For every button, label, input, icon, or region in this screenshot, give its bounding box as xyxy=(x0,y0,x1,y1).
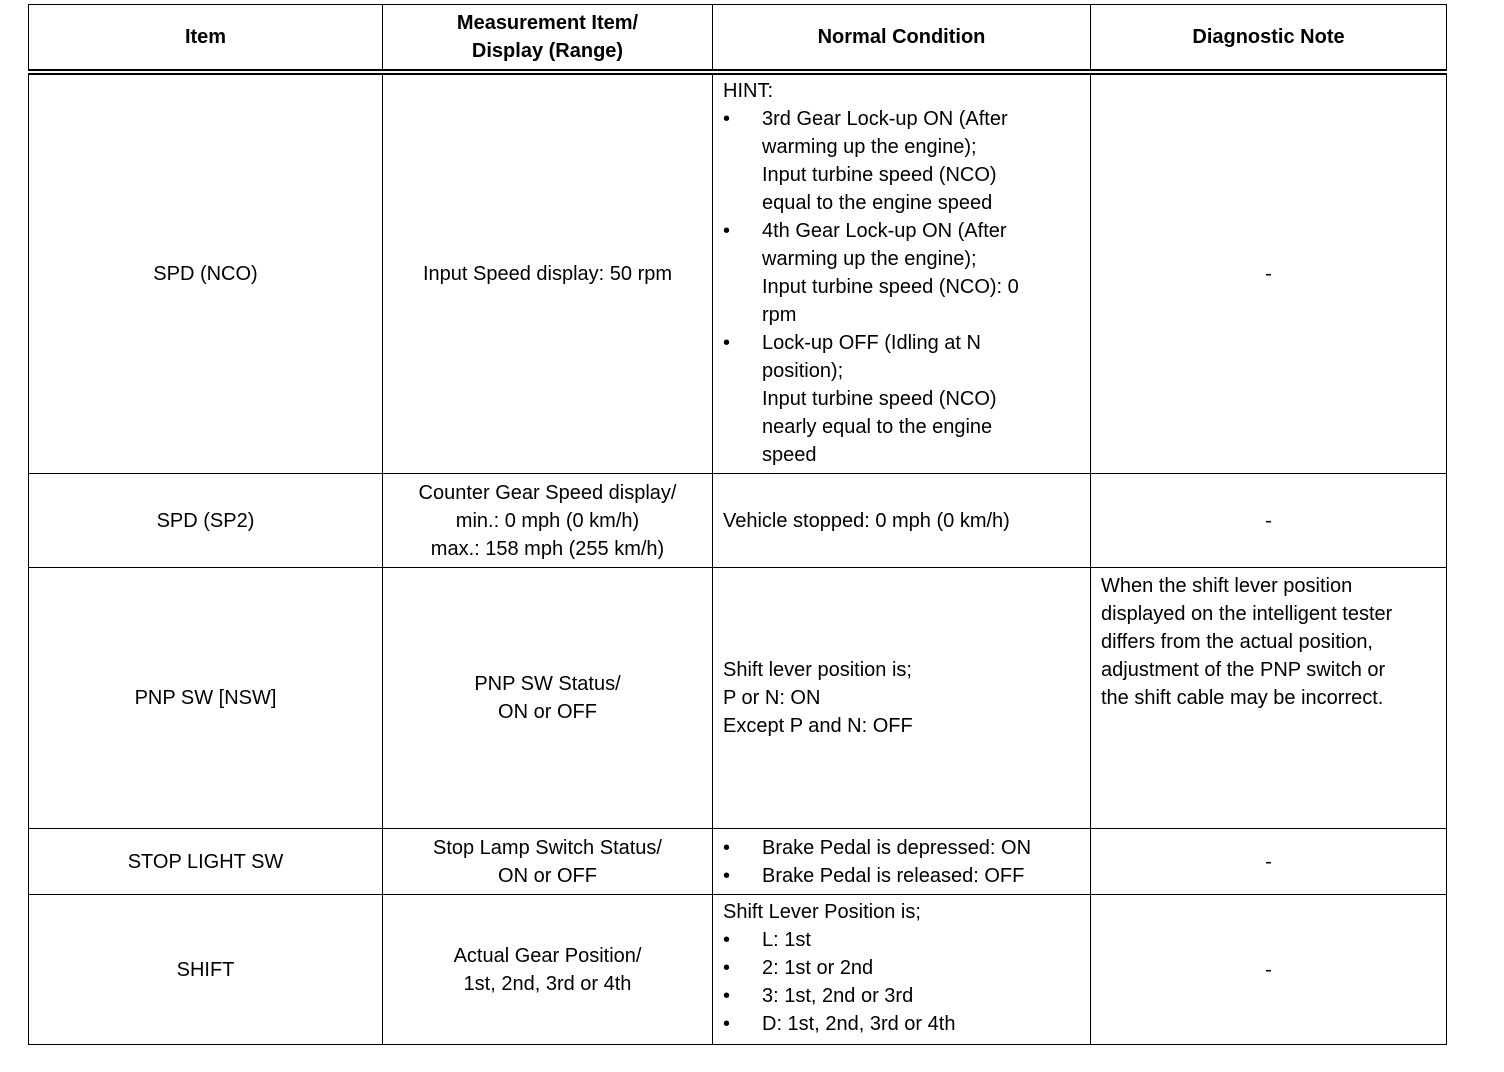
normal-line: Vehicle stopped: 0 mph (0 km/h) xyxy=(723,509,1010,532)
note-line: When the shift lever position xyxy=(1101,575,1353,597)
bullet-item xyxy=(723,926,1080,954)
row-measurement-cell xyxy=(383,895,713,1045)
table-row xyxy=(29,72,1447,474)
bullet-line: • 3rd Gear Lock-up ON (After xyxy=(762,108,1008,130)
bullet-item xyxy=(723,329,1080,469)
bullet-item xyxy=(723,834,1080,862)
bullet-line: Input turbine speed (NCO): 0 xyxy=(762,276,1019,298)
measurement-line: PNP SW Status/ xyxy=(474,673,621,695)
data-list-table xyxy=(28,4,1447,1045)
bullet-line: Input turbine speed (NCO) xyxy=(762,164,997,186)
table-row xyxy=(29,895,1447,1045)
row-measurement-cell xyxy=(383,568,713,829)
bullet-item xyxy=(723,1010,1080,1038)
measurement-line: Stop Lamp Switch Status/ xyxy=(432,836,662,859)
row-measurement-cell xyxy=(383,474,713,568)
row-note-cell xyxy=(1091,568,1447,829)
bullet-line: position); xyxy=(762,360,844,382)
bullet-line: warming up the engine); xyxy=(762,136,977,158)
row-normal-cell xyxy=(713,568,1091,829)
row-note-cell: - xyxy=(1091,72,1447,474)
bullet-item xyxy=(723,982,1080,1010)
row-item-cell: SPD (NCO) xyxy=(29,72,383,474)
bullet-line: • 3: 1st, 2nd or 3rd xyxy=(762,985,914,1007)
bullet-line: • Lock-up OFF (Idling at N xyxy=(762,332,981,354)
header-measurement xyxy=(383,5,713,73)
normal-bullet-list xyxy=(723,926,1080,1038)
measurement-line: min.: 0 mph (0 km/h) xyxy=(455,509,640,532)
bullet-line: speed xyxy=(762,444,817,466)
measurement-line: Counter Gear Speed display/ xyxy=(418,481,677,504)
row-item-cell: SPD (SP2) xyxy=(29,474,383,568)
header-measurement-line1: Measurement Item/ xyxy=(456,12,639,34)
measurement-line: Input Speed display: 50 rpm xyxy=(422,263,673,285)
row-item-cell: SHIFT xyxy=(29,895,383,1045)
row-item-cell: STOP LIGHT SW xyxy=(29,829,383,895)
normal-intro: Shift Lever Position is; xyxy=(723,901,921,923)
normal-bullet-list xyxy=(723,834,1080,890)
normal-intro: HINT: xyxy=(723,80,773,102)
row-normal-cell xyxy=(713,829,1091,895)
row-measurement-cell xyxy=(383,72,713,474)
bullet-item xyxy=(723,954,1080,982)
header-diagnostic-note: Diagnostic Note xyxy=(1091,5,1447,73)
note-line: displayed on the intelligent tester xyxy=(1101,603,1393,625)
note-line: adjustment of the PNP switch or xyxy=(1101,659,1386,681)
table-row xyxy=(29,474,1447,568)
measurement-line: ON or OFF xyxy=(498,864,597,887)
header-normal-condition: Normal Condition xyxy=(713,5,1091,73)
bullet-line: • Brake Pedal is depressed: ON xyxy=(762,836,1032,859)
bullet-item xyxy=(723,217,1080,329)
bullet-line: rpm xyxy=(762,304,797,326)
bullet-item xyxy=(723,862,1080,890)
bullet-line: nearly equal to the engine xyxy=(762,416,993,438)
header-item: Item xyxy=(29,5,383,73)
bullet-line: • 4th Gear Lock-up ON (After xyxy=(762,220,1007,242)
bullet-item xyxy=(723,105,1080,217)
row-note-cell: - xyxy=(1091,829,1447,895)
note-line: the shift cable may be incorrect. xyxy=(1101,687,1384,709)
bullet-line: equal to the engine speed xyxy=(762,192,993,214)
bullet-line: • D: 1st, 2nd, 3rd or 4th xyxy=(762,1013,956,1035)
row-normal-cell xyxy=(713,895,1091,1045)
normal-line: P or N: ON xyxy=(723,687,821,709)
bullet-line: warming up the engine); xyxy=(762,248,977,270)
row-measurement-cell xyxy=(383,829,713,895)
table-header-row xyxy=(29,5,1447,73)
table-row xyxy=(29,568,1447,829)
normal-line: Shift lever position is; xyxy=(723,659,912,681)
table-row xyxy=(29,829,1447,895)
bullet-line: • L: 1st xyxy=(762,929,811,951)
row-note-cell: - xyxy=(1091,895,1447,1045)
note-line: differs from the actual position, xyxy=(1101,631,1373,653)
data-list-table-container xyxy=(28,4,1446,1045)
normal-bullet-list xyxy=(723,105,1080,469)
bullet-line: • 2: 1st or 2nd xyxy=(762,957,874,979)
header-measurement-line2: Display (Range) xyxy=(471,40,624,62)
measurement-line: Actual Gear Position/ xyxy=(453,944,642,967)
bullet-line: • Brake Pedal is released: OFF xyxy=(762,864,1025,887)
measurement-line: ON or OFF xyxy=(498,701,597,723)
normal-line: Except P and N: OFF xyxy=(723,715,913,737)
row-item-cell: PNP SW [NSW] xyxy=(29,568,383,829)
row-normal-cell xyxy=(713,474,1091,568)
measurement-line: 1st, 2nd, 3rd or 4th xyxy=(463,972,632,995)
row-note-cell: - xyxy=(1091,474,1447,568)
measurement-line: max.: 158 mph (255 km/h) xyxy=(430,537,665,560)
row-normal-cell xyxy=(713,72,1091,474)
bullet-line: Input turbine speed (NCO) xyxy=(762,388,997,410)
